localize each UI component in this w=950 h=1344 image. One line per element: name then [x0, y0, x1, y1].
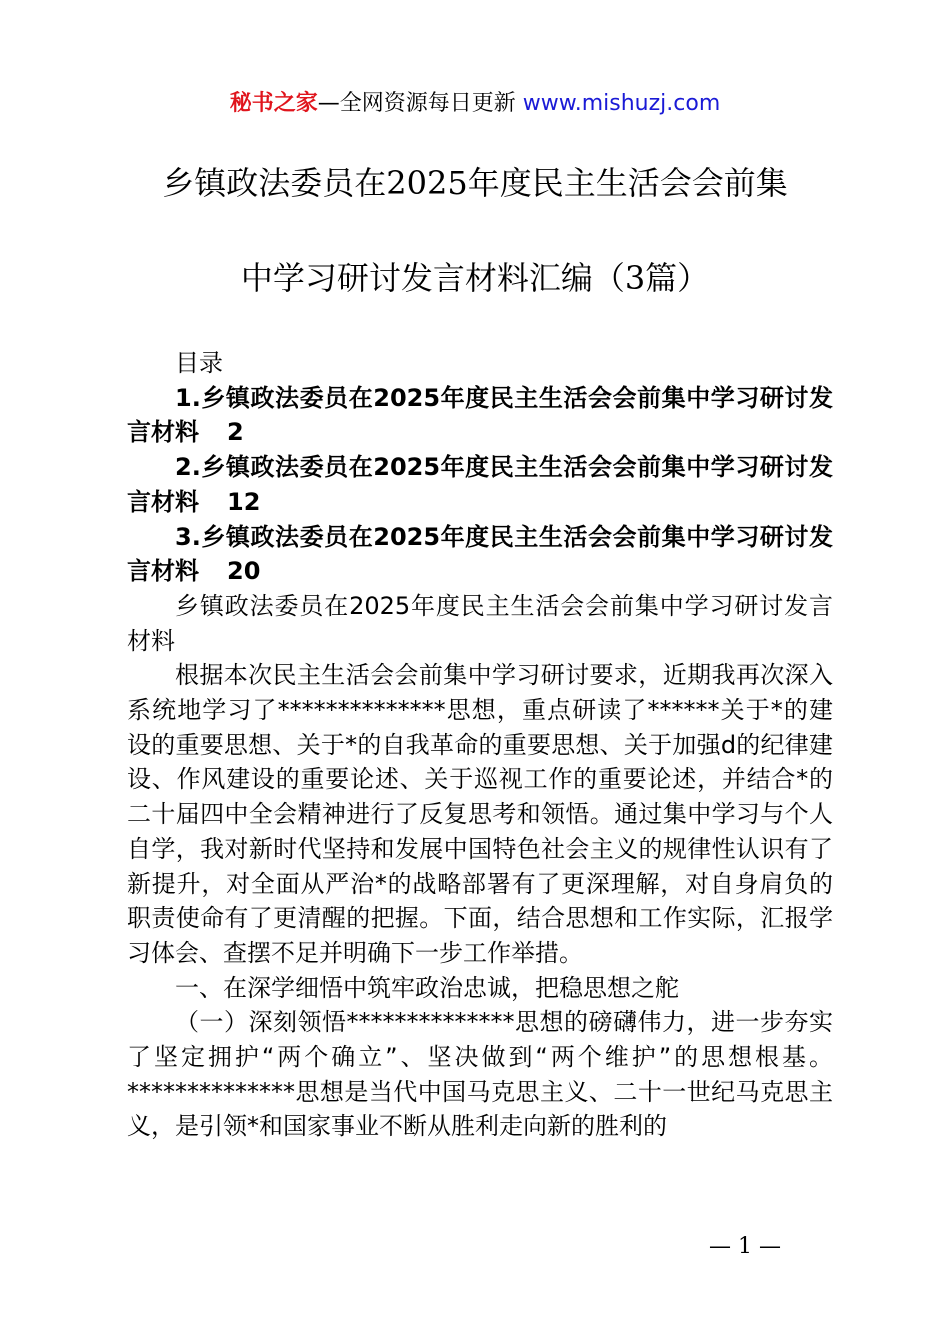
article-subtitle: 乡镇政法委员在2025年度民主生活会会前集中学习研讨发言材料	[127, 591, 833, 655]
banner-tagline: —全网资源每日更新	[317, 91, 523, 116]
page-number: — 1 —	[709, 1234, 781, 1259]
article-paragraph: （一）深刻领悟**************思想的磅礴伟力，进一步夯实了坚定拥护“两个确立”、坚决做到“两个维护”的思想根基。**************思想是当代中国马克思主义、二十一世纪马克思主义，是引领*和国家事业不断从胜利走向新的胜利的	[127, 1008, 833, 1141]
document-title-line-2: 中学习研讨发言材料汇编（3篇）	[240, 259, 710, 297]
toc-item-text: 2.乡镇政法委员在2025年度民主生活会会前集中学习研讨发言材料	[127, 453, 833, 516]
article-paragraph: 根据本次民主生活会会前集中学习研讨要求，近期我再次深入系统地学习了**************思想，重点研读了******关于*的建设的重要思想、关于*的自我革命的重要思想、关于加强d的纪律建设、作风建设的重要论述、关于巡视工作的重要论述，并结合*的二十届四中全会精神进行了反复思考和领悟。通过集中学习与个人自学，我对新时代坚持和发展中国特色社会主义的规律性认识有了新提升，对全面从严治*的战略部署有了更深理解，对自身肩负的职责使命有了更清醒的把握。下面，结合思想和工作实际，汇报学习体会、查摆不足并明确下一步工作举措。	[127, 661, 833, 967]
toc-item[interactable]	[127, 520, 833, 589]
section-heading: 一、在深学细悟中筑牢政治忠诚，把稳思想之舵	[175, 973, 679, 1002]
toc-item-page: 2	[227, 418, 244, 447]
brand-name: 秘书之家	[229, 91, 318, 116]
toc-item-text: 1.乡镇政法委员在2025年度民主生活会会前集中学习研讨发言材料	[127, 383, 833, 447]
site-url-link[interactable]: www.mishuzj.com	[522, 91, 721, 116]
toc-label: 目录	[175, 349, 223, 377]
toc-item[interactable]	[127, 381, 833, 450]
toc-item-page: 20	[227, 557, 261, 586]
document-title-line-1: 乡镇政法委员在2025年度民主生活会会前集	[162, 164, 788, 202]
site-banner	[0, 86, 950, 122]
toc-item[interactable]	[127, 450, 833, 519]
toc-item-text: 3.乡镇政法委员在2025年度民主生活会会前集中学习研讨发言材料	[127, 522, 833, 586]
toc-item-page: 12	[227, 487, 261, 516]
document-body	[127, 346, 833, 1144]
